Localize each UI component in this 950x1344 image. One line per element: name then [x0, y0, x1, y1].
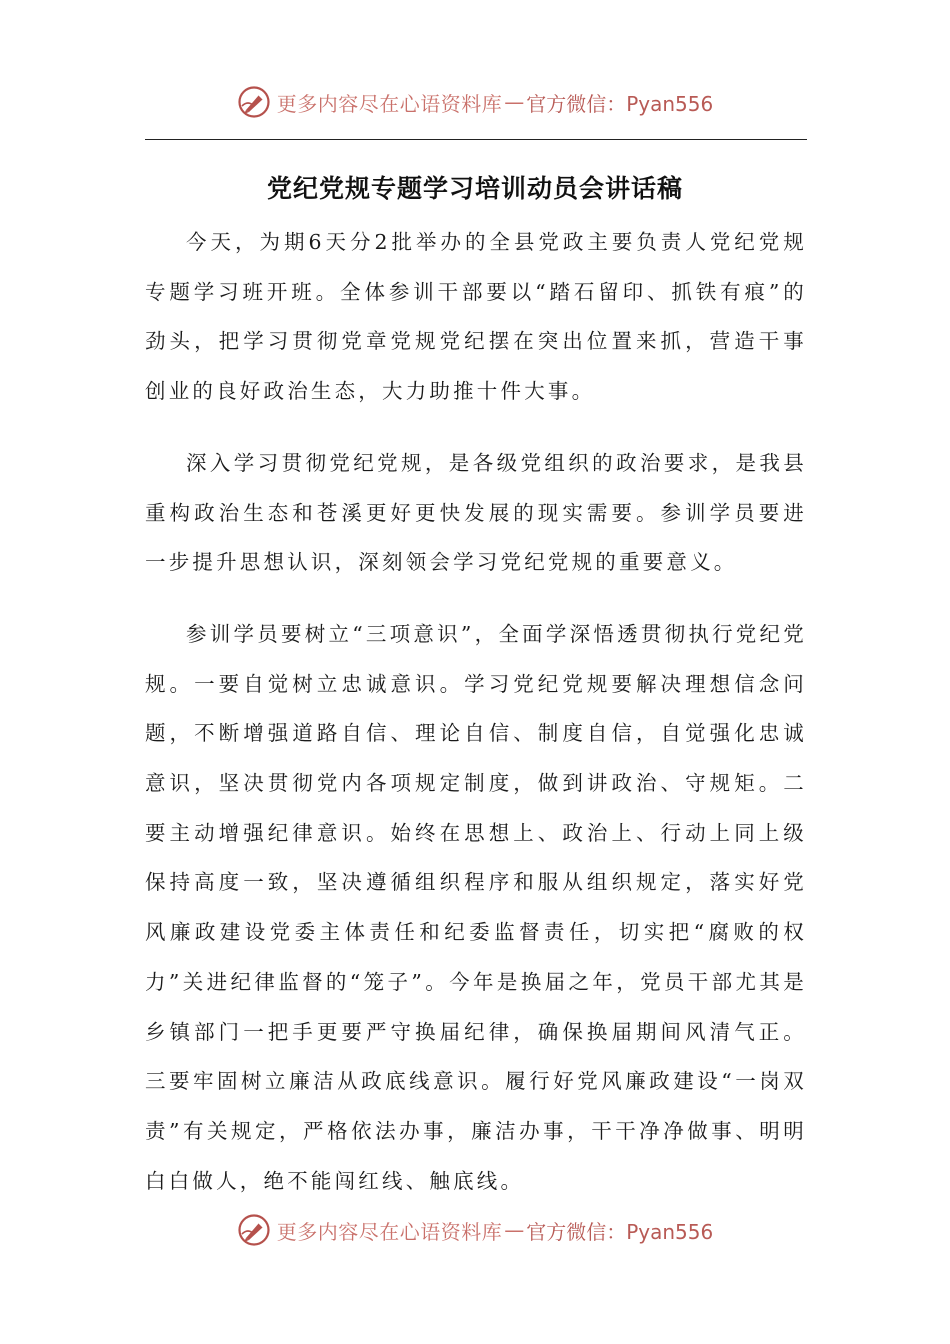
banner-site-text: 更多内容尽在心语资料库	[276, 1219, 503, 1244]
paragraph-3: 参训学员要树立“三项意识”，全面学深悟透贯彻执行党纪党规。一要自觉树立忠诚意识。学习党纪党规要解决理想信念问题，不断增强道路自信、理论自信、制度自信，自觉强化忠诚意识，坚决贯彻党内各项规定制度，做到讲政治、守规矩。二要主动增强纪律意识。始终在思想上、政治上、行动上同上级保持高度一致，坚决遵循组织程序和服从组织规定，落实好党风廉政建设党委主体责任和纪委监督责任，切实把“腐败的权力”关进纪律监督的“笼子”。今年是换届之年，党员干部尤其是乡镇部门一把手更要严守换届纪律，确保换届期间风清气正。三要牢固树立廉洁从政底线意识。履行好党风廉政建设“一岗双责”有关规定，严格依法办事，廉洁办事，干干净净做事、明明白白做人，绝不能闯红线、触底线。	[145, 621, 807, 1193]
banner-site-text: 更多内容尽在心语资料库	[276, 91, 503, 116]
paragraph-2: 深入学习贯彻党纪党规，是各级党组织的政治要求，是我县重构政治生态和苍溪更好更快发展的现实需要。参训学员要进一步提升思想认识，深刻领会学习党纪党规的重要意义。	[145, 450, 807, 575]
paragraph-1: 今天，为期6天分2批举办的全县党政主要负责人党纪党规专题学习班开班。全体参训干部要以“踏石留印、抓铁有痕”的劲头，把学习贯彻党章党规党纪摆在突出位置来抓，营造干事创业的良好政治生态，大力助推十件大事。	[145, 230, 807, 404]
pen-nib-logo-icon	[237, 85, 271, 119]
banner-separator: —	[504, 1218, 525, 1242]
header-banner	[0, 80, 950, 124]
document-body	[145, 218, 807, 1206]
footer-banner	[0, 1208, 950, 1252]
banner-separator: —	[504, 90, 525, 114]
page-title: 党纪党规专题学习培训动员会讲话稿	[266, 173, 683, 203]
header-divider	[145, 139, 807, 140]
banner-wechat-text: 官方微信：Pyan556	[526, 1219, 714, 1244]
pen-nib-logo-icon	[237, 1213, 271, 1247]
banner-wechat-text: 官方微信：Pyan556	[526, 91, 714, 116]
